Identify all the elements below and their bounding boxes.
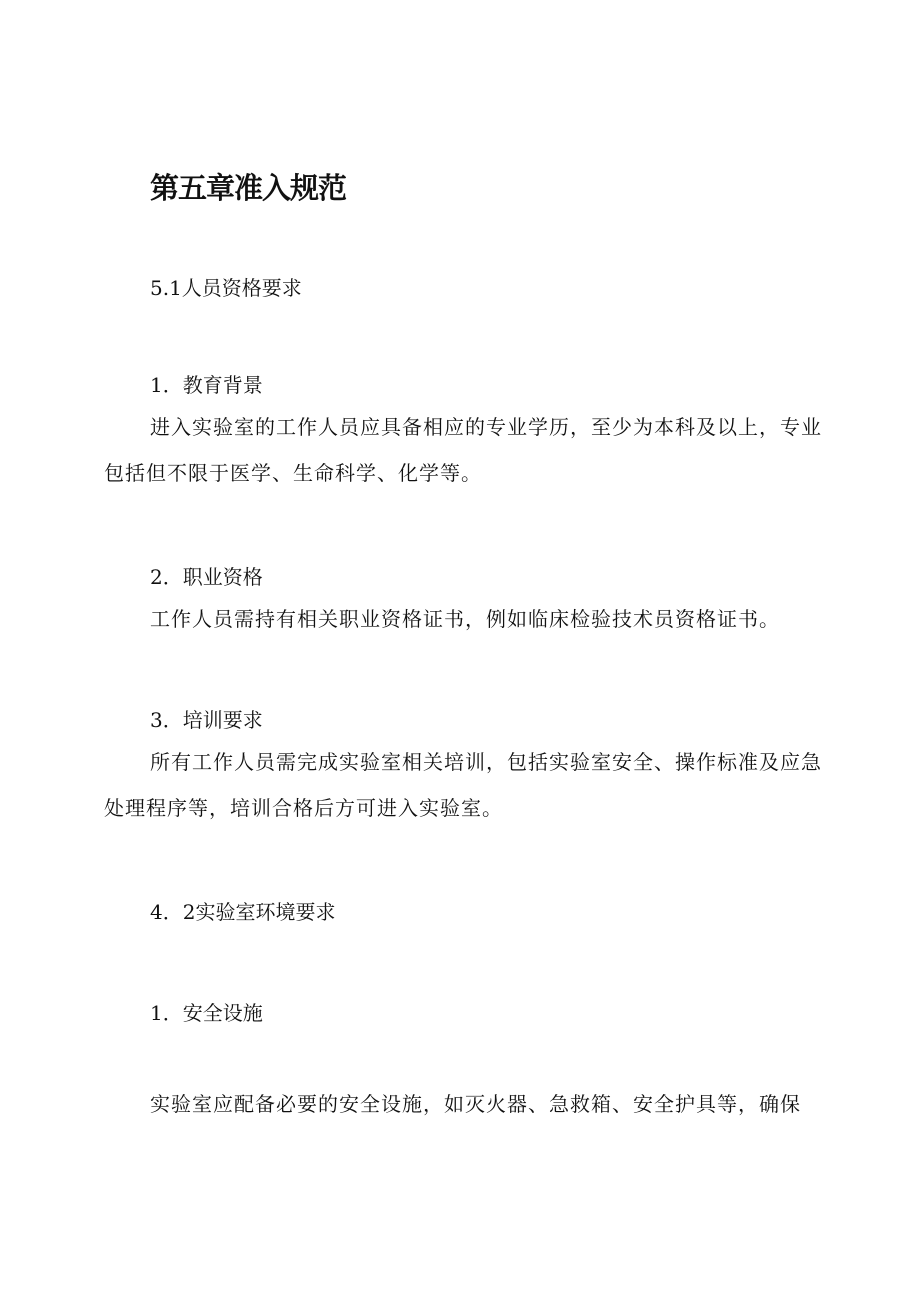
paragraph-education: 进入实验室的工作人员应具备相应的专业学历，至少为本科及以上，专业包括但不限于医学、生命科学、化学等。 bbox=[104, 415, 822, 485]
item-heading-qualification: 2．职业资格 bbox=[150, 565, 263, 589]
paragraph-training: 所有工作人员需完成实验室相关培训，包括实验室安全、操作标准及应急处理程序等，培训合格后方可进入实验室。 bbox=[104, 750, 822, 820]
chapter-title: 第五章准入规范 bbox=[150, 171, 347, 205]
item-heading-safety: 1．安全设施 bbox=[150, 1001, 263, 1025]
paragraph-qualification: 工作人员需持有相关职业资格证书，例如临床检验技术员资格证书。 bbox=[150, 607, 780, 631]
item-heading-education: 1．教育背景 bbox=[150, 373, 263, 397]
item-heading-training: 3．培训要求 bbox=[150, 708, 263, 732]
section-heading-5-2: 4．2实验室环境要求 bbox=[150, 900, 336, 924]
section-heading-5-1: 5.1人员资格要求 bbox=[150, 276, 302, 300]
paragraph-safety: 实验室应配备必要的安全设施，如灭火器、急救箱、安全护具等，确保 bbox=[150, 1092, 801, 1116]
